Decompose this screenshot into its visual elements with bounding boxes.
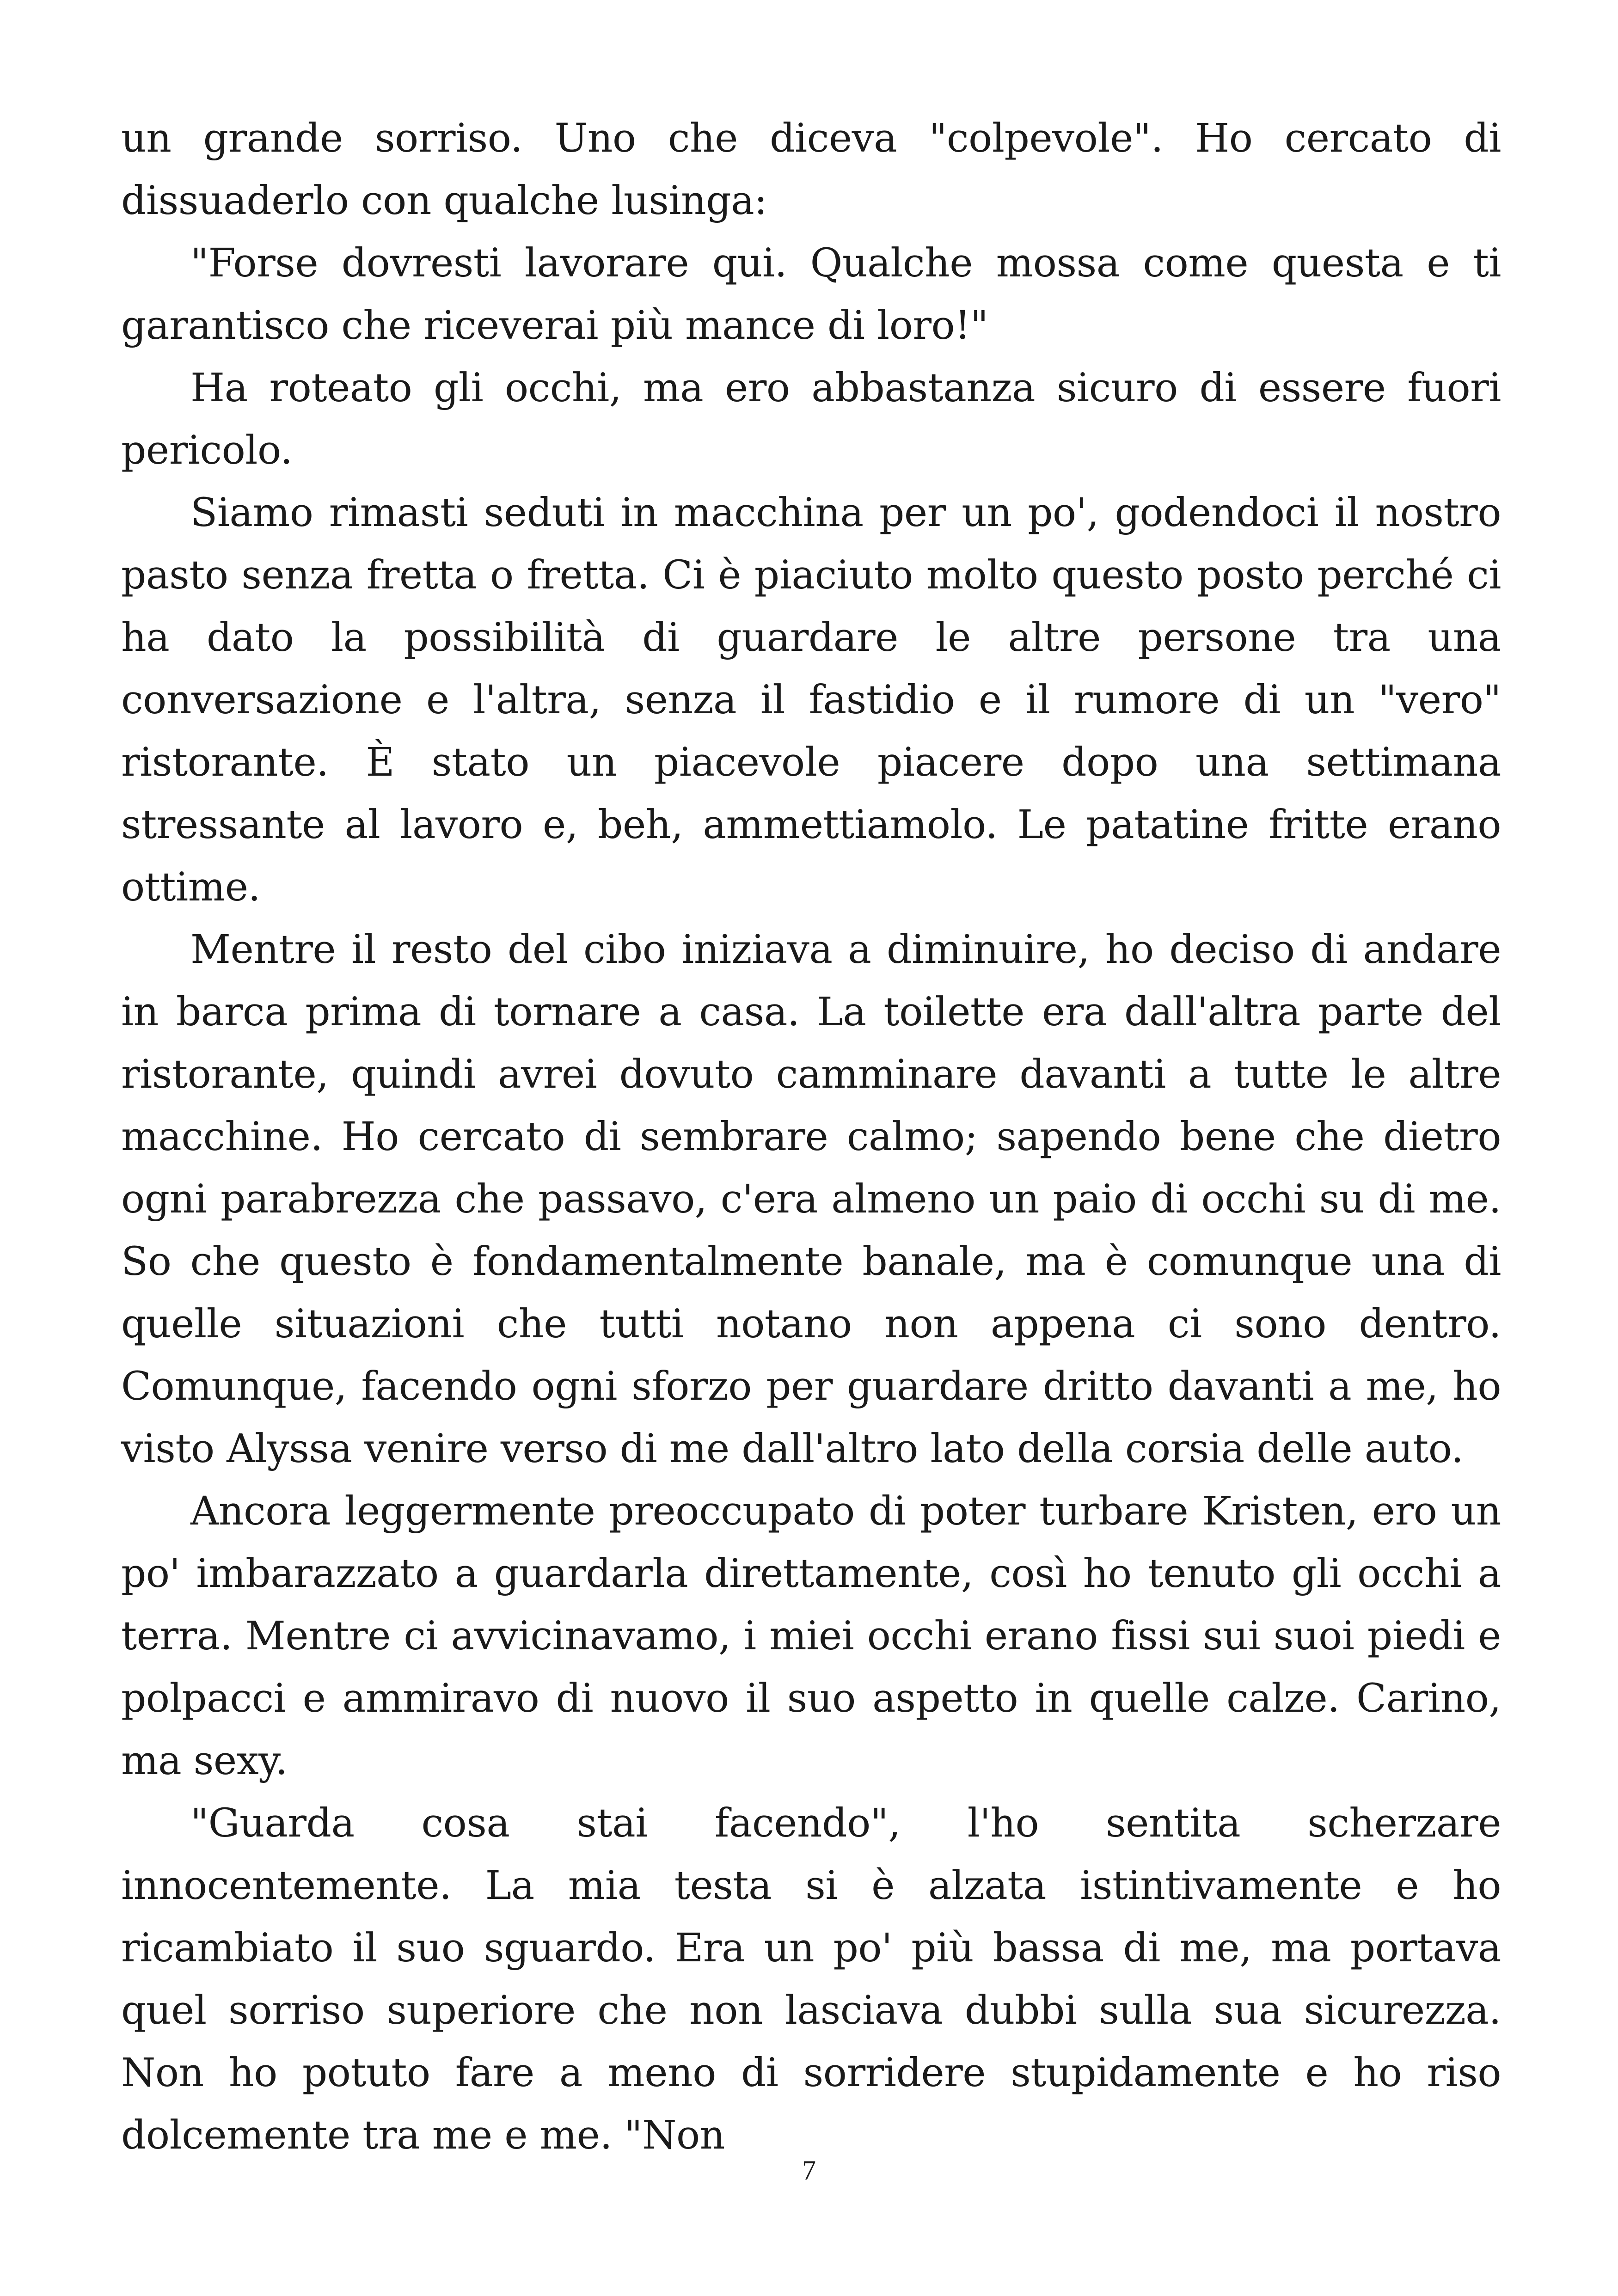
paragraph-1: un grande sorriso. Uno che diceva "colpevole". Ho cercato di dissuaderlo con qualche lusinga: xyxy=(121,116,1501,224)
paragraph-5: Mentre il resto del cibo iniziava a diminuire, ho deciso di andare in barca prima di tornare a casa. La toilette era dall'altra parte del ristorante, quindi avrei dovuto camminare davanti a tutte le altre macchine. Ho cercato di sembrare calmo; sapendo bene che dietro ogni parabrezza che passavo, c'era almeno un paio di occhi su di me. So che questo è fondamentalmente banale, ma è comunque una di quelle situazioni che tutti notano non appena ci sono dentro. Comunque, facendo ogni sforzo per guardare dritto davanti a me, ho visto Alyssa venire verso di me dall'altro lato della corsia delle auto. xyxy=(121,927,1501,1472)
paragraph-6: Ancora leggermente preoccupato di poter turbare Kristen, ero un po' imbarazzato a guardarla direttamente, così ho tenuto gli occhi a terra. Mentre ci avvicinavamo, i miei occhi erano fissi sui suoi piedi e polpacci e ammiravo di nuovo il suo aspetto in quelle calze. Carino, ma sexy. xyxy=(121,1488,1501,1784)
body-text xyxy=(121,107,1501,2167)
paragraph-7: "Guarda cosa stai facendo", l'ho sentita scherzare innocentemente. La mia testa si è alzata istintivamente e ho ricambiato il suo sguardo. Era un po' più bassa di me, ma portava quel sorriso superiore che non lasciava dubbi sulla sua sicurezza. Non ho potuto fare a meno di sorridere stupidamente e ho riso dolcemente tra me e me. "Non xyxy=(121,1800,1501,2158)
paragraph-4: Siamo rimasti seduti in macchina per un po', godendoci il nostro pasto senza fretta o fretta. Ci è piaciuto molto questo posto perché ci ha dato la possibilità di guardare le altre persone tra una conversazione e l'altra, senza il fastidio e il rumore di un "vero" ristorante. È stato un piacevole piacere dopo una settimana stressante al lavoro e, beh, ammettiamolo. Le patatine fritte erano ottime. xyxy=(121,490,1501,910)
paragraph-3: Ha roteato gli occhi, ma ero abbastanza sicuro di essere fuori pericolo. xyxy=(121,365,1501,473)
paragraph-2: "Forse dovresti lavorare qui. Qualche mossa come questa e ti garantisco che riceverai più mance di loro!" xyxy=(121,240,1501,349)
page-number: 7 xyxy=(802,2155,816,2186)
